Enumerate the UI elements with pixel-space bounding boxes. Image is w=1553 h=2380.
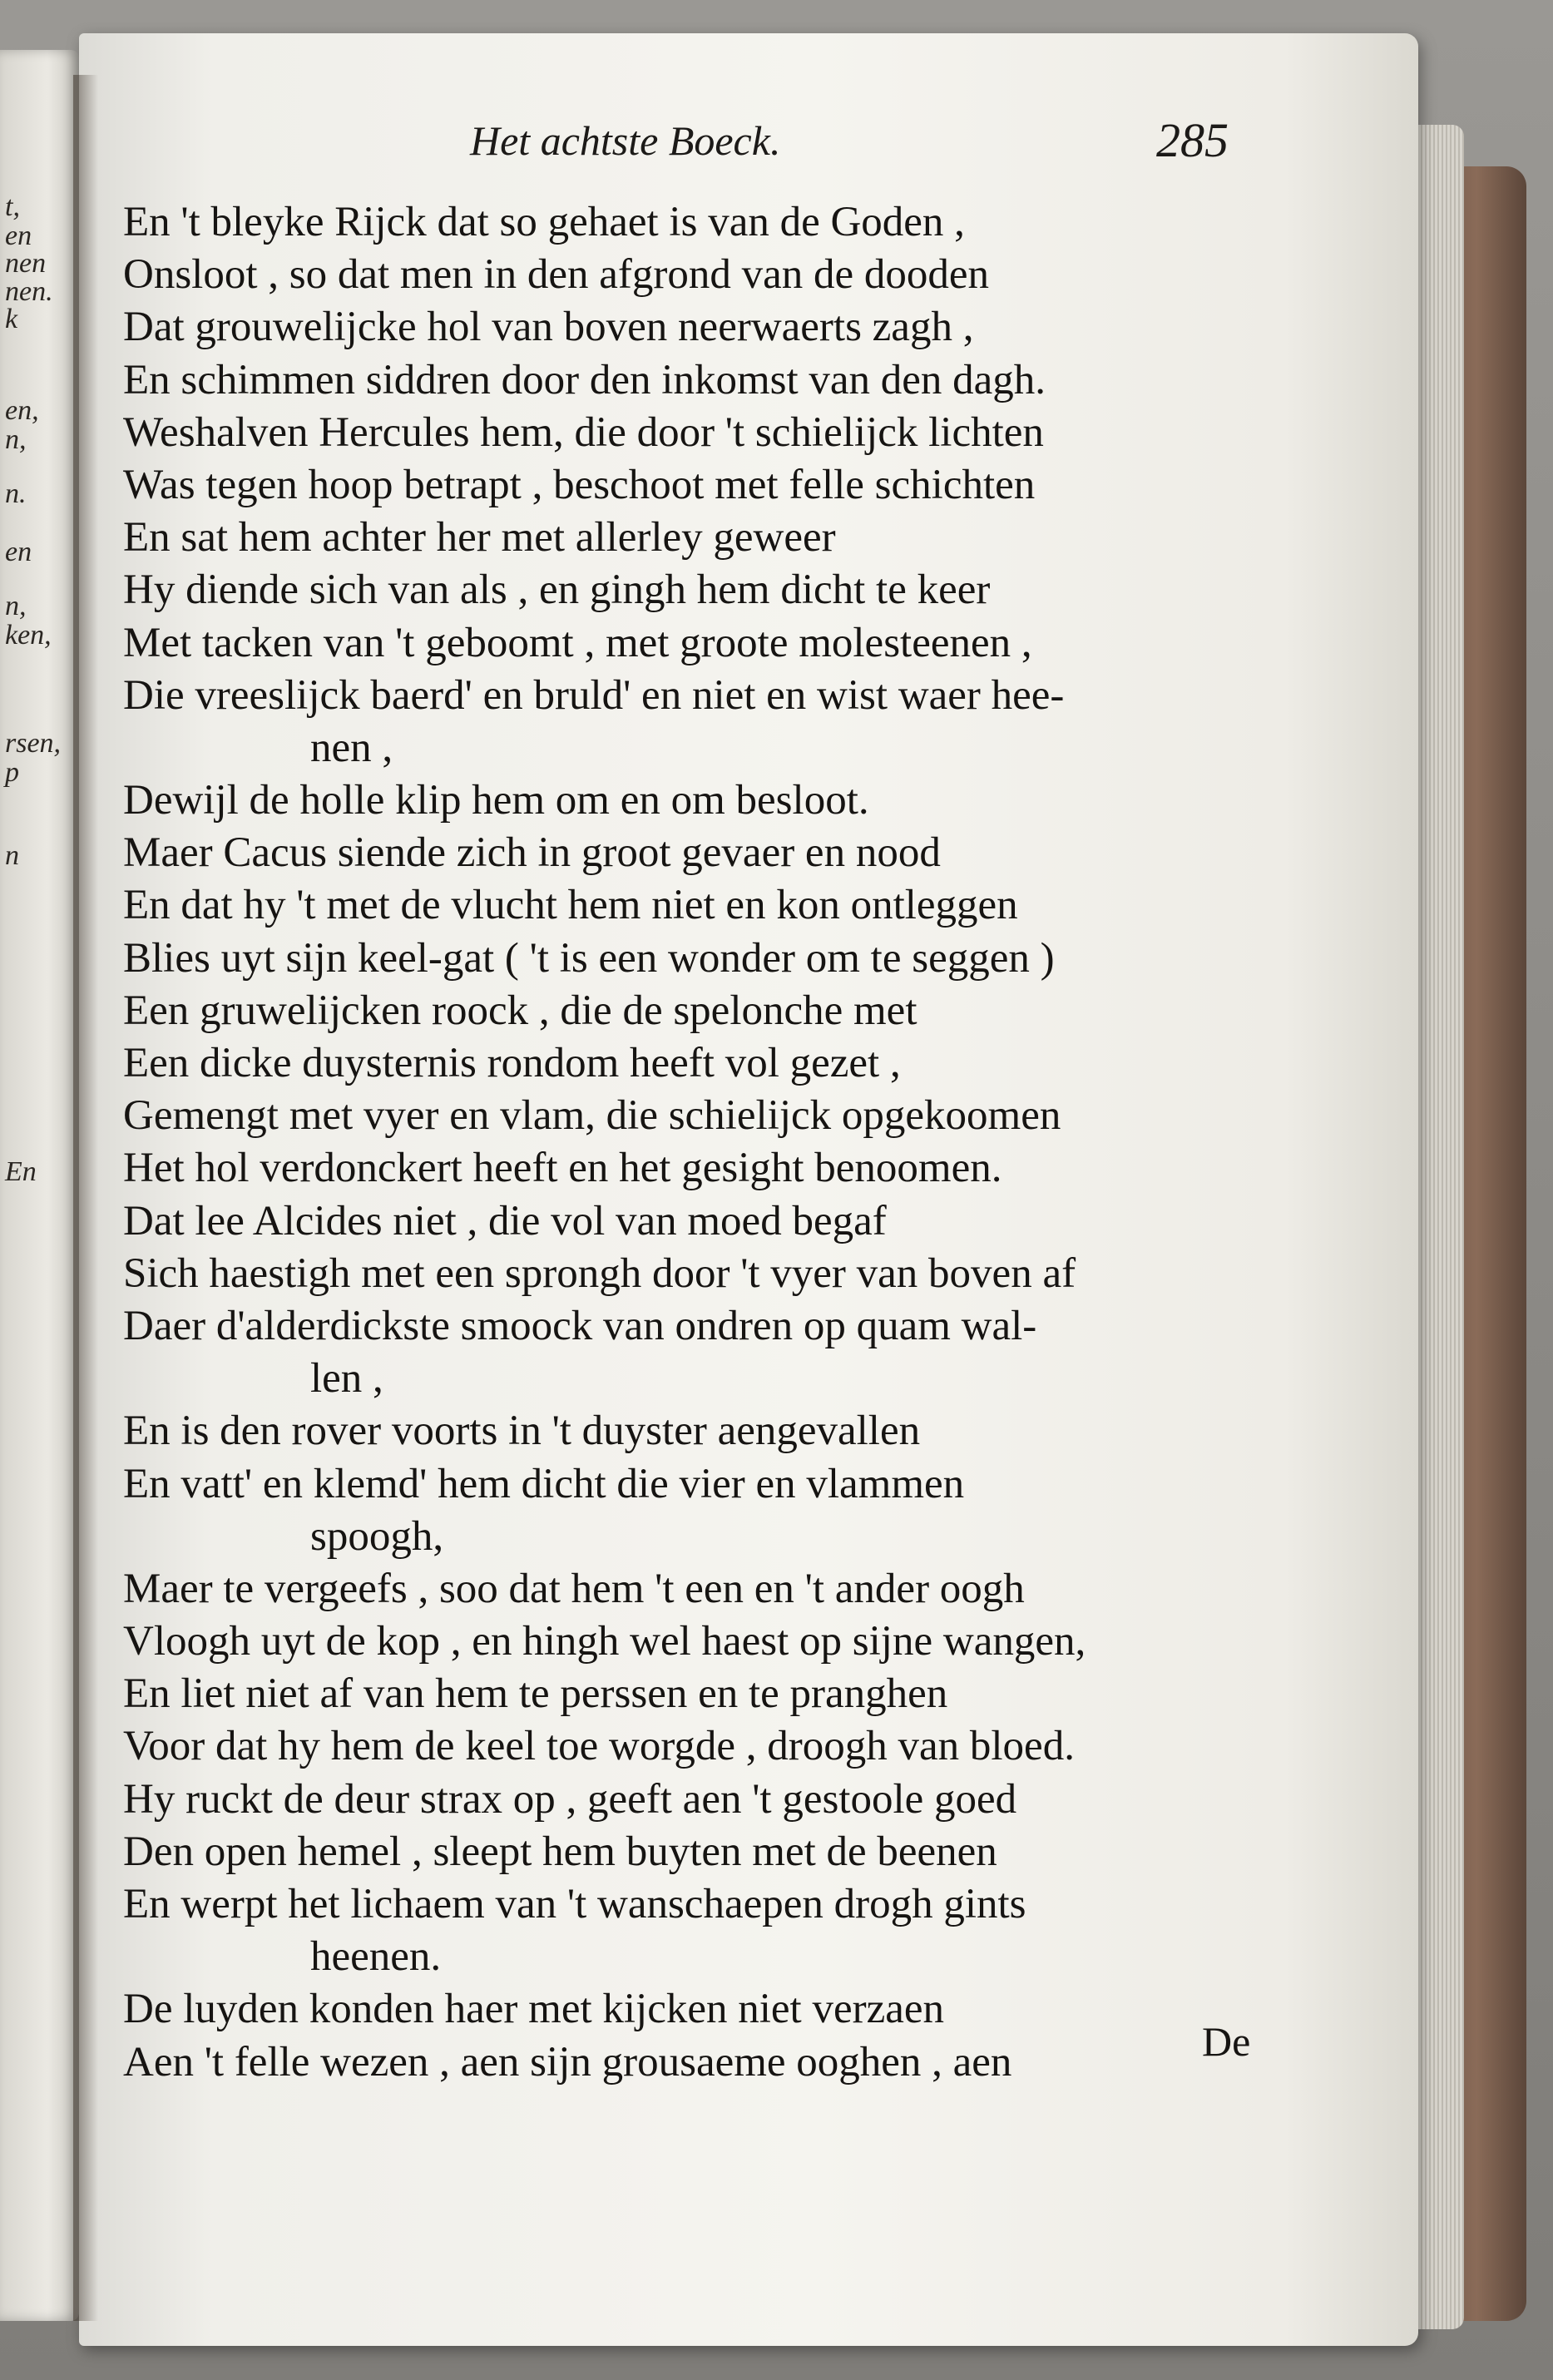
previous-page-fragment: en [5,537,32,567]
catchword: De [1202,2018,1251,2065]
running-head: Het achtste Boeck. [470,117,781,164]
verse-line: Die vreeslijck baerd' en bruld' en niet en wist waer hee- [123,671,1065,719]
verse-line-continuation: nen , [310,724,393,771]
verse-line: Maer te vergeefs , soo dat hem 't een en 't ander oogh [123,1565,1025,1612]
verse-line-continuation: len , [310,1355,383,1403]
previous-page-fragment: p [5,757,19,788]
previous-page-fragment: rsen, [5,728,62,759]
verse-line: Blies uyt sijn keel-gat ( 't is een wonder om te seggen ) [123,934,1055,982]
verse-line: En vatt' en klemd' hem dicht die vier en vlammen [123,1460,965,1507]
verse-line: En is den rover voorts in 't duyster aengevallen [123,1408,921,1455]
verse-line: En liet niet af van hem te perssen en te pranghen [123,1670,948,1718]
verse-line: Een gruwelijcken roock , die de spelonche met [123,987,917,1034]
previous-page-edge [0,50,79,2321]
verse-line: Was tegen hoop betrapt , beschoot met felle schichten [123,461,1036,508]
verse-line: De luyden konden haer met kijcken niet verzaen [123,1986,945,2033]
verse-line: Den open hemel , sleept hem buyten met de beenen [123,1828,997,1875]
verse-line: En 't bleyke Rijck dat so gehaet is van de Goden , [123,199,965,245]
verse-text [123,196,1086,2089]
verse-line: Voor dat hy hem de keel toe worgde , droogh van bloed. [123,1723,1075,1770]
verse-line: Daer d'alderdickste smoock van ondren op quam wal- [123,1302,1037,1349]
verse-line: Het hol verdonckert heeft en het gesight benoomen. [123,1145,1002,1192]
verse-line: Dewijl de holle klip hem om en om besloot. [123,777,869,824]
previous-page-fragment: nen. [5,276,53,307]
verse-line: En dat hy 't met de vlucht hem niet en kon ontleggen [123,882,1018,929]
verse-line-continuation: heenen. [310,1933,442,1981]
verse-line: Weshalven Hercules hem, die door 't schielijck lichten [123,408,1044,456]
verse-line: Met tacken van 't geboomt , met groote molesteenen , [123,619,1032,666]
verse-line: Aen 't felle wezen , aen sijn grousaeme ooghen , aen [123,2038,1012,2086]
previous-page-fragment: n, [5,591,27,621]
verse-line: Vloogh uyt de kop , en hingh wel haest op sijne wangen, [123,1618,1086,1665]
previous-page-fragment: n, [5,424,27,455]
verse-line-continuation: spoogh, [310,1512,444,1560]
verse-line: Onsloot , so dat men in den afgrond van de dooden [123,251,990,299]
book-gutter-shadow [73,75,98,2321]
previous-page-fragment: t, [5,191,20,222]
previous-page-fragment: nen [5,248,47,279]
book-page [79,33,1418,2346]
verse-line: Dat lee Alcides niet , die vol van moed begaf [123,1197,887,1244]
verse-line: En schimmen siddren door den inkomst van den dagh. [123,356,1046,403]
previous-page-fragment: n. [5,478,27,509]
verse-line: Sich haestigh met een sprongh door 't vyer van boven af [123,1249,1076,1297]
page-number: 285 [1156,113,1229,167]
previous-page-fragment: en [5,220,32,251]
verse-line: Hy diende sich van als , en gingh hem dicht te keer [123,567,991,614]
verse-line: Een dicke duysternis rondom heeft vol gezet , [123,1040,901,1086]
verse-line: Dat grouwelijcke hol van boven neerwaerts zagh , [123,304,974,351]
verse-line: En sat hem achter her met allerley geweer [123,514,836,562]
verse-line: Maer Cacus siende zich in groot gevaer en nood [123,829,941,877]
previous-page-fragment: ken, [5,620,52,651]
verse-line: Hy ruckt de deur strax op , geeft aen 't gestoole goed [123,1775,1017,1823]
previous-page-fragment: En [5,1156,37,1187]
verse-line: Gemengt met vyer en vlam, die schielijck opgekoomen [123,1092,1061,1140]
previous-page-fragment: en, [5,395,39,426]
previous-page-fragment: n [5,840,19,871]
verse-line: En werpt het lichaem van 't wanschaepen drogh gints [123,1881,1026,1927]
previous-page-fragment: k [5,304,18,334]
